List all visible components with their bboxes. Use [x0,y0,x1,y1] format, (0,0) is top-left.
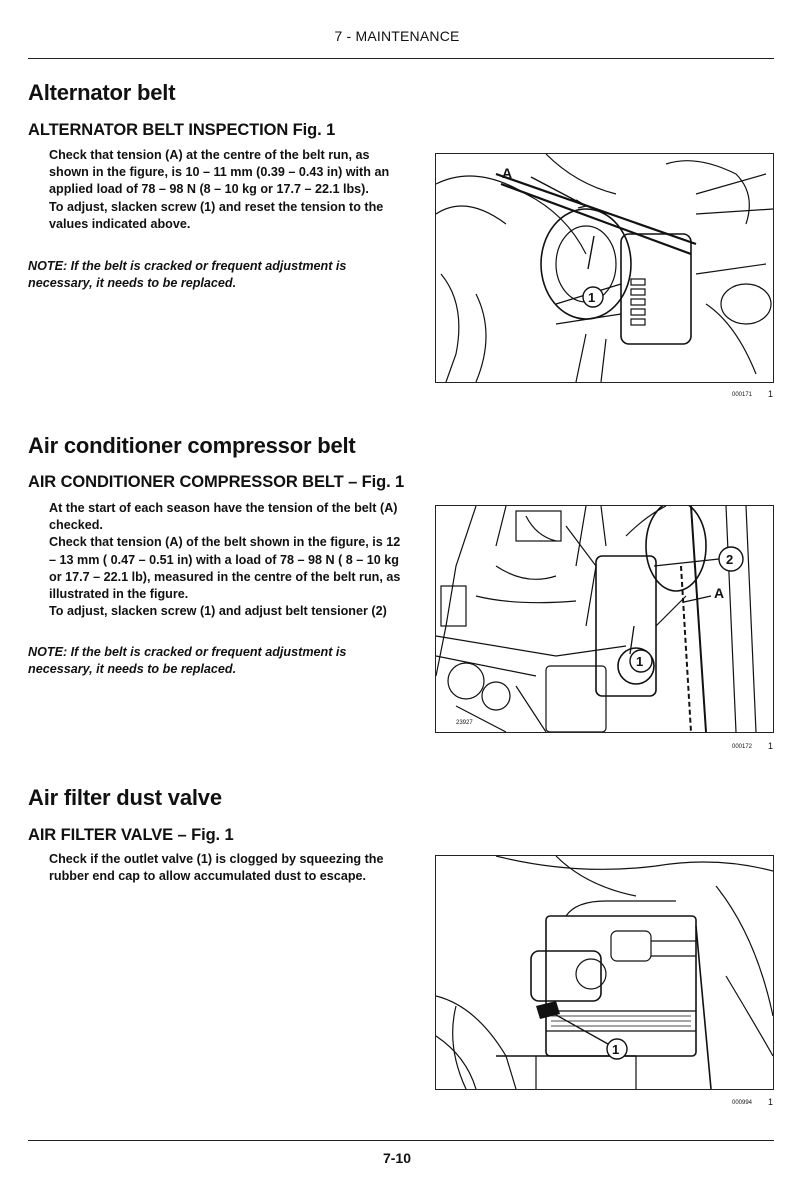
note [28,644,413,678]
compressor-illustration [436,506,773,732]
note-text: If the belt is cracked or frequent adjustment is necessary, it needs to be replaced. [28,645,347,677]
alternator-belt-instructions [49,147,409,233]
figure-reference-code: 000172 [732,744,753,750]
section-title-alternator-belt: Alternator belt [28,80,176,105]
subsection-title-air-filter-valve: AIR FILTER VALVE – Fig. 1 [28,826,234,844]
compressor-belt-instructions [49,500,409,620]
section-title-air-conditioner-compressor-belt: Air conditioner compressor belt [28,433,356,458]
air-filter-illustration [436,856,773,1089]
figure-number: 1 [768,741,774,751]
air-filter-valve-instructions [49,851,409,885]
callout-2: 2 [726,552,734,567]
note-label: NOTE: [28,645,68,659]
figure-air-filter-valve [435,855,774,1090]
note-label: NOTE: [28,259,68,273]
figure-inner-code: 23927 [456,720,473,726]
figure-reference-code: 000994 [732,1100,753,1106]
page-number: 7-10 [382,1150,412,1166]
callout-1: 1 [636,654,644,669]
figure-alternator-belt [435,153,774,383]
header-rule [28,58,774,59]
callout-a: A [714,585,725,601]
figure-number: 1 [768,1097,774,1107]
paragraph: Check if the outlet valve (1) is clogged by squeezing the rubber end cap to allow accumulated dust to escape. [49,852,384,884]
chapter-header: 7 - MAINTENANCE [334,28,460,44]
figure-number: 1 [768,389,774,399]
figure-compressor-belt [435,505,774,733]
callout-1: 1 [588,290,596,305]
callout-1: 1 [612,1042,620,1057]
note-text: If the belt is cracked or frequent adjustment is necessary, it needs to be replaced. [28,259,347,291]
section-title-air-filter-dust-valve: Air filter dust valve [28,785,222,810]
paragraph: To adjust, slacken screw (1) and reset the tension to the values indicated above. [49,199,384,231]
paragraph: To adjust, slacken screw (1) and adjust belt tensioner (2) [49,604,387,619]
callout-a: A [502,165,513,181]
figure-reference-code: 000171 [732,392,753,398]
subsection-title-air-conditioner-compressor-belt: AIR CONDITIONER COMPRESSOR BELT – Fig. 1 [28,473,405,491]
paragraph: Check that tension (A) of the belt shown in the figure, is 12 – 13 mm ( 0.47 – 0.51 in) with a load of 78 – 98 N ( 8 – 10 kg or 17.7 – 22.1 lb), measured in the centre of the belt run, as illustrated in the figure. [49,535,401,602]
alternator-illustration [436,154,773,382]
subsection-title-alternator-belt-inspection: ALTERNATOR BELT INSPECTION Fig. 1 [28,121,336,139]
note [28,258,413,292]
footer-rule [28,1140,774,1141]
paragraph: At the start of each season have the tension of the belt (A) checked. [49,501,398,533]
paragraph: Check that tension (A) at the centre of the belt run, as shown in the figure, is 10 – 11 mm (0.39 – 0.43 in) with an applied load of 78 – 98 N (8 – 10 kg or 17.7 – 22.1 lbs). [49,148,390,197]
